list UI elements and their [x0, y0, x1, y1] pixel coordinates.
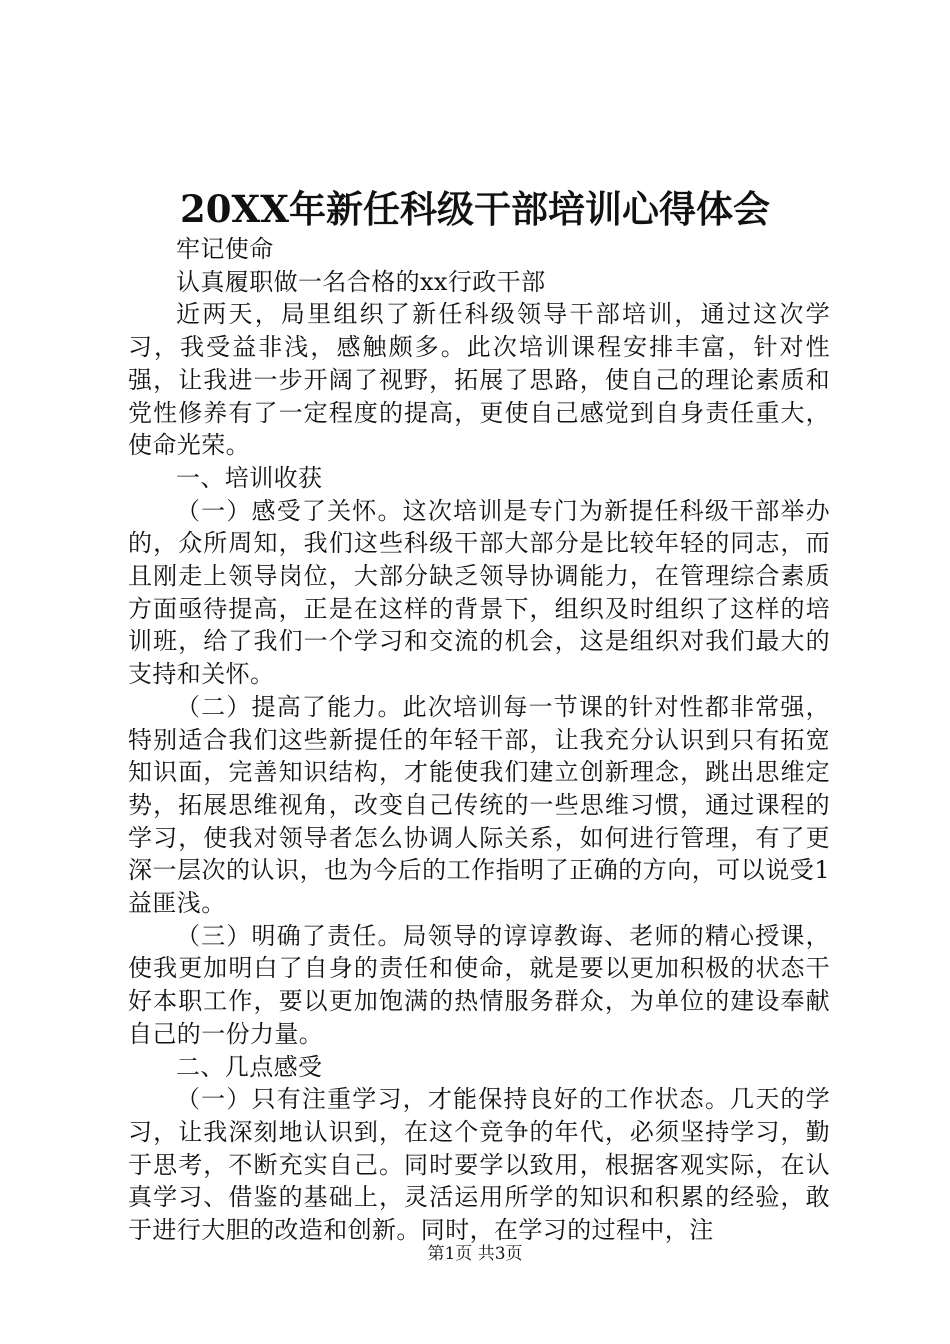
document-title: 20XX年新任科级干部培训心得体会: [180, 187, 770, 231]
paragraph-thought-1: （一）只有注重学习，才能保持良好的工作状态。几天的学习，让我深刻地认识到，在这个竞争的年代，必须坚持学习，勤于思考，不断充实自己。同时要学以致用，根据客观实际，在认真学习、借鉴的基础上，灵活运用所学的知识和积累的经验，敢于进行大胆的改造和创新。同时，在学习的过程中，注: [128, 1085, 830, 1245]
paragraph-gain-3: （三）明确了责任。局领导的谆谆教诲、老师的精心授课，使我更加明白了自身的责任和使命，就是要以更加积极的状态干好本职工作，要以更加饱满的热情服务群众，为单位的建设奉献自己的一份力量。: [128, 921, 830, 1048]
paragraph-intro: 近两天，局里组织了新任科级领导干部培训，通过这次学习，我受益非浅，感触颇多。此次培训课程安排丰富，针对性强，让我进一步开阔了视野，拓展了思路，使自己的理论素质和党性修养有了一定程度的提高，更使自己感觉到自身责任重大，使命光荣。: [128, 300, 830, 460]
paragraph-subtitle: 认真履职做一名合格的xx行政干部: [176, 267, 546, 296]
section-heading-gains: 一、培训收获: [176, 463, 323, 492]
section-heading-thoughts: 二、几点感受: [176, 1052, 323, 1081]
paragraph-motto: 牢记使命: [176, 235, 274, 263]
paragraph-gain-2: （二）提高了能力。此次培训每一节课的针对性都非常强，特别适合我们这些新提任的年轻干部，让我充分认识到只有拓宽知识面，完善知识结构，才能使我们建立创新理念，跳出思维定势，拓展思维视角，改变自己传统的一些思维习惯，通过课程的学习，使我对领导者怎么协调人际关系，如何进行管理，有了更深一层次的认识，也为今后的工作指明了正确的方向，可以说受1益匪浅。: [128, 692, 830, 918]
document-body: [128, 233, 830, 1247]
paragraph-gain-1: （一）感受了关怀。这次培训是专门为新提任科级干部举办的，众所周知，我们这些科级干部大部分是比较年轻的同志，而且刚走上领导岗位，大部分缺乏领导协调能力，在管理综合素质方面亟待提高，正是在这样的背景下，组织及时组织了这样的培训班，给了我们一个学习和交流的机会，这是组织对我们最大的支持和关怀。: [128, 496, 830, 689]
page-number-footer: 第1页 共3页: [427, 1244, 523, 1264]
